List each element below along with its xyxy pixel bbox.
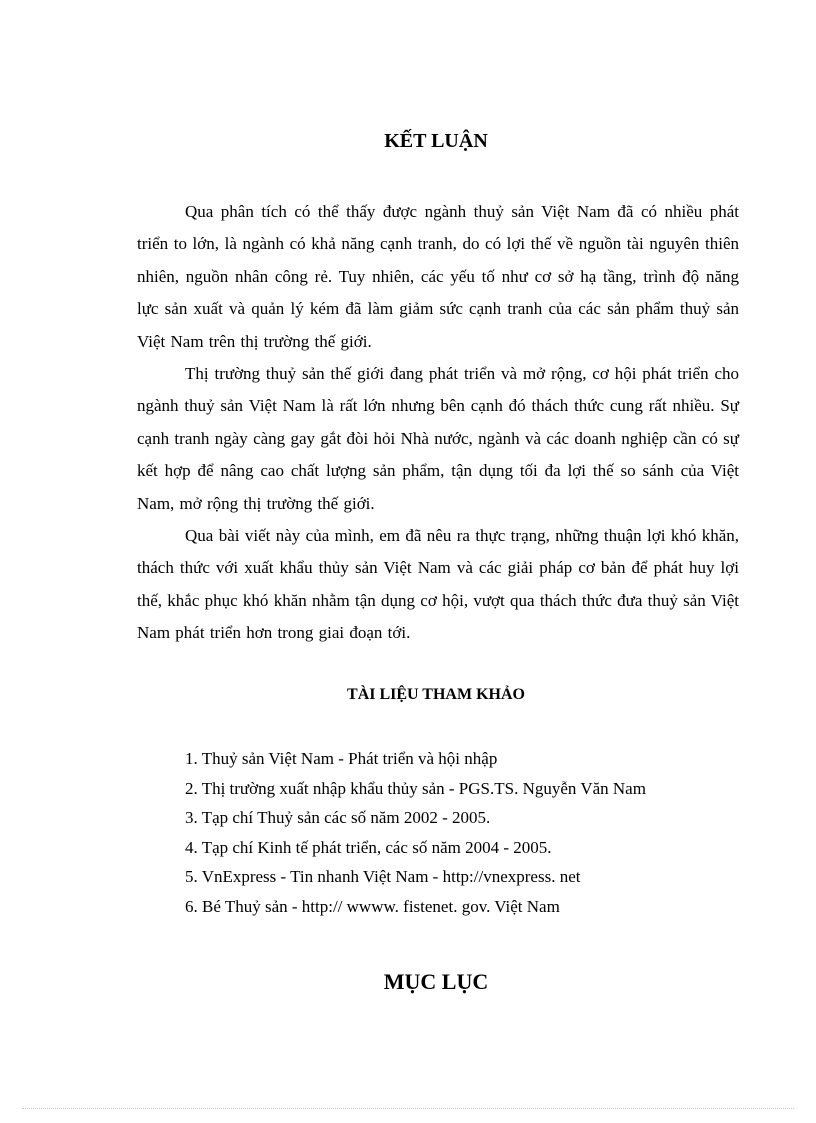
page-bottom-divider	[22, 1108, 794, 1109]
reference-item-5: 5. VnExpress - Tin nhanh Việt Nam - http://vnexpress. net	[185, 867, 581, 886]
conclusion-heading: KẾT LUẬN	[384, 130, 488, 152]
reference-item-1: 1. Thuỷ sản Việt Nam - Phát triển và hội nhập	[185, 749, 498, 768]
conclusion-paragraph-2: Thị trường thuỷ sản thế giới đang phát triển và mở rộng, cơ hội phát triển cho ngành thuỷ sản Việt Nam là rất lớn nhưng bên cạnh đó thách thức cung rất nhiều. Sự cạnh tranh ngày càng gay gắt đòi hỏi Nhà nước, ngành và các doanh nghiệp cần có sự kết hợp để nâng cao chất lượng sản phẩm, tận dụng tối đa lợi thế so sánh của Việt Nam, mở rộng thị trường thế giới.	[137, 364, 739, 513]
conclusion-paragraph-1: Qua phân tích có thể thấy được ngành thuỷ sản Việt Nam đã có nhiều phát triển to lớn, là ngành có khả năng cạnh tranh, do có lợi thế về nguồn tài nguyên thiên nhiên, nguồn nhân công rẻ. Tuy nhiên, các yếu tố như cơ sở hạ tầng, trình độ năng lực sản xuất và quản lý kém đã làm giảm sức cạnh tranh của các sản phẩm thuỷ sản Việt Nam trên thị trường thế giới.	[137, 202, 739, 351]
reference-item-3: 3. Tạp chí Thuỷ sản các số năm 2002 - 2005.	[185, 808, 491, 827]
references-list	[185, 744, 745, 921]
conclusion-body	[137, 196, 739, 650]
reference-item-4: 4. Tạp chí Kinh tế phát triển, các số năm 2004 - 2005.	[185, 837, 552, 857]
reference-item-6: 6. Bé Thuỷ sản - http:// wwww. fistenet. gov. Việt Nam	[185, 896, 560, 916]
conclusion-paragraph-3: Qua bài viết này của mình, em đã nêu ra thực trạng, những thuận lợi khó khăn, thách thức với xuất khẩu thủy sản Việt Nam và các giải pháp cơ bản để phát huy lợi thế, khắc phục khó khăn nhằm tận dụng cơ hội, vượt qua thách thức đưa thuỷ sản Việt Nam phát triển hơn trong giai đoạn tới.	[137, 526, 739, 643]
references-heading: TÀI LIỆU THAM KHẢO	[347, 686, 525, 703]
table-of-contents-heading: MỤC LỤC	[383, 969, 489, 994]
reference-item-2: 2. Thị trường xuất nhập khẩu thủy sản - PGS.TS. Nguyễn Văn Nam	[185, 778, 646, 798]
